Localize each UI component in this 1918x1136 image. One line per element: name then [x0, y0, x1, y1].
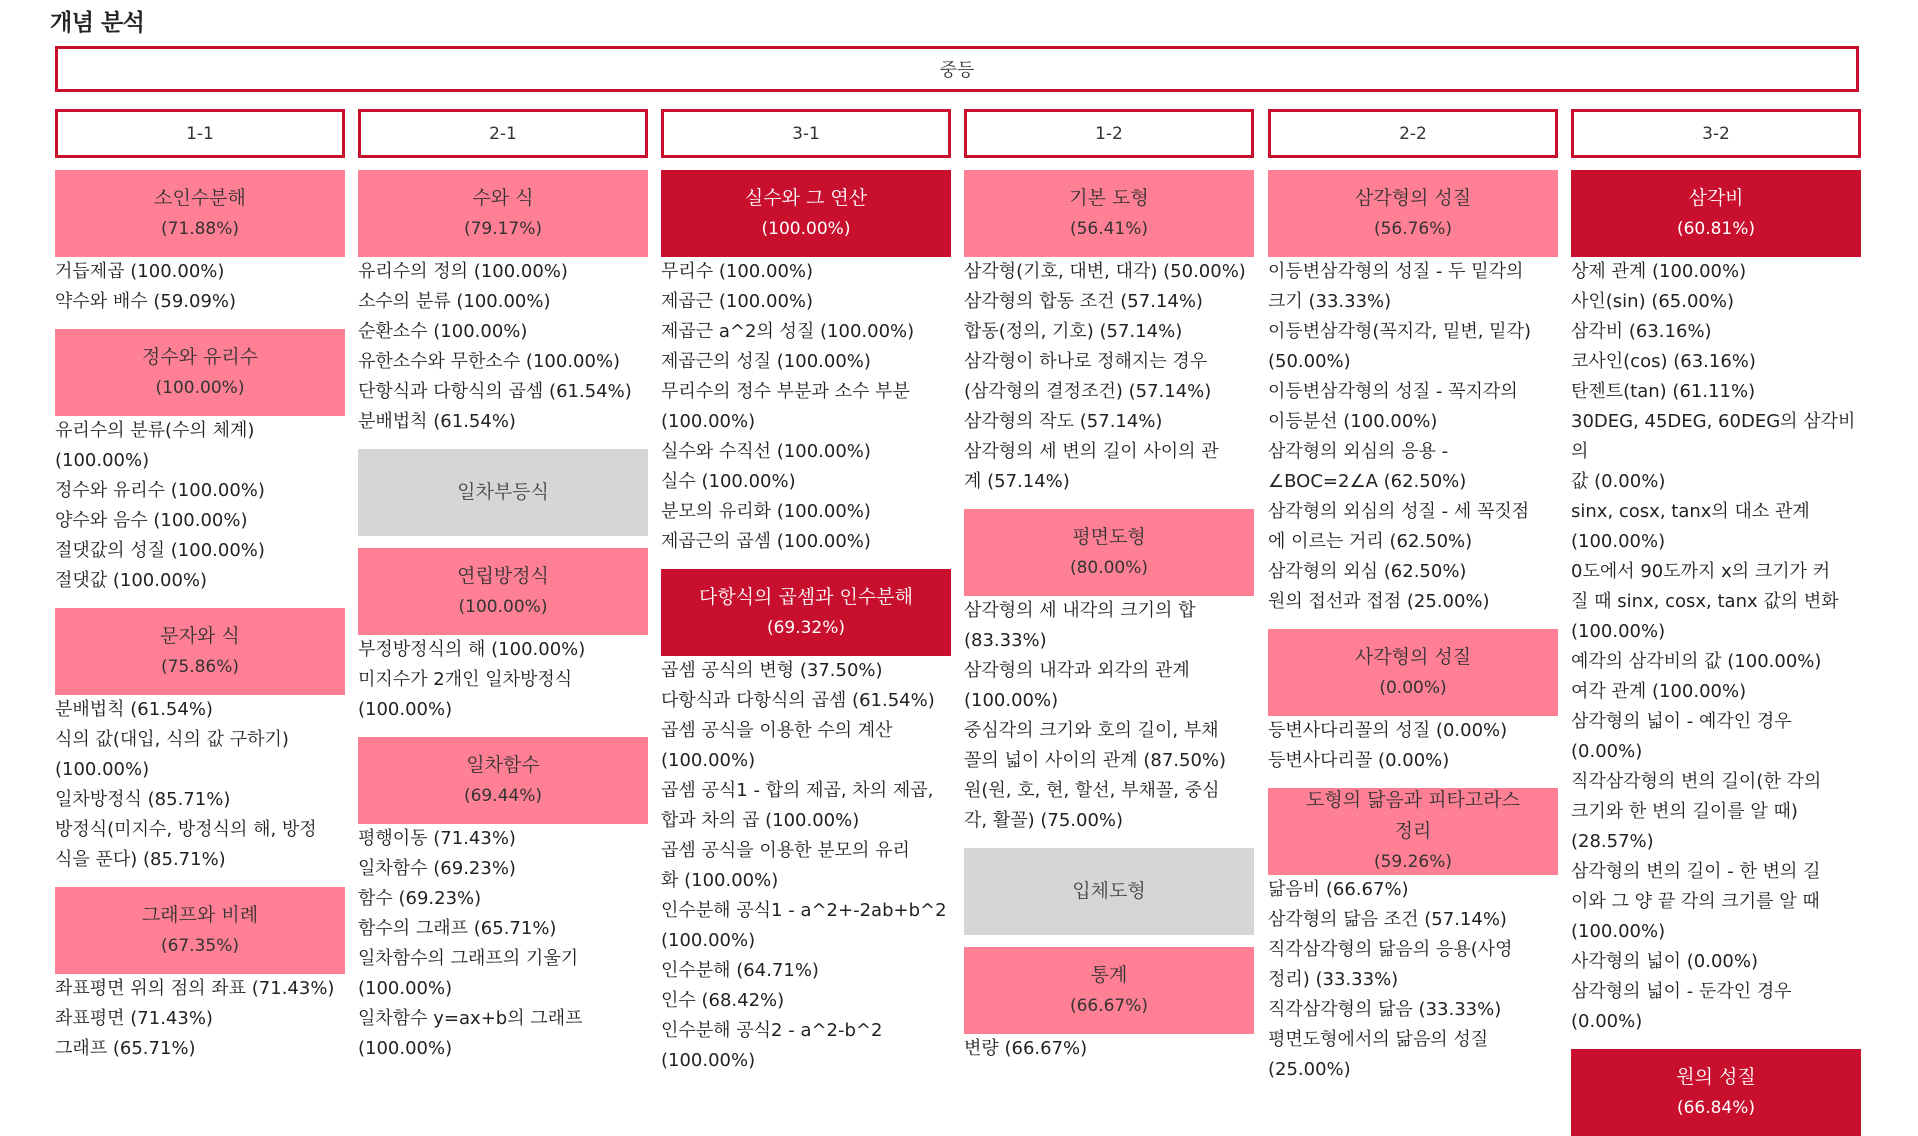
- concept-item: (0.00%): [1571, 1011, 1643, 1032]
- concept-item: 무리수의 정수 부분과 소수 부분: [661, 381, 910, 402]
- concept-item: 삼각형의 외심의 성질 - 세 꼭짓점: [1268, 501, 1530, 522]
- semester-header[interactable]: 3-1: [661, 109, 951, 158]
- concept-item: 0도에서 90도까지 x의 크기가 커: [1571, 561, 1831, 582]
- topic-name: 삼각형의 성질: [1354, 186, 1472, 209]
- concept-item: 일차방정식 (85.71%): [55, 789, 231, 810]
- concept-item: 인수분해 (64.71%): [661, 960, 819, 981]
- concept-item: 함수 (69.23%): [358, 888, 482, 909]
- concept-item: 곱셈 공식을 이용한 분모의 유리: [661, 840, 910, 861]
- topic-percent: (0.00%): [1379, 677, 1447, 698]
- topic-box[interactable]: [358, 548, 648, 635]
- topic-percent: (100.00%): [155, 377, 245, 398]
- concept-list: [964, 257, 1254, 497]
- concept-item: (50.00%): [1268, 351, 1351, 372]
- semester-column: [964, 109, 1254, 1064]
- concept-item: 곱셈 공식을 이용한 수의 계산: [661, 720, 893, 741]
- topic-box[interactable]: [964, 947, 1254, 1034]
- topic-box[interactable]: [55, 608, 345, 695]
- concept-list: [55, 416, 345, 596]
- concept-item: (28.57%): [1571, 831, 1654, 852]
- concept-item: (100.00%): [55, 450, 150, 471]
- topic-box[interactable]: [55, 887, 345, 974]
- concept-item: 분모의 유리화 (100.00%): [661, 501, 871, 522]
- concept-item: (100.00%): [1571, 531, 1666, 552]
- topic-name: 일차함수: [466, 753, 540, 776]
- concept-item: 삼각형의 내각과 외각의 관계: [964, 660, 1190, 681]
- concept-item: 방정식(미지수, 방정식의 해, 방정: [55, 819, 317, 840]
- topic-percent: (69.44%): [463, 785, 543, 806]
- concept-item: (83.33%): [964, 630, 1047, 651]
- semester-header[interactable]: 1-2: [964, 109, 1254, 158]
- concept-item: (삼각형의 결정조건) (57.14%): [964, 381, 1212, 402]
- topic-percent: (75.86%): [160, 656, 240, 677]
- concept-item: 합동(정의, 기호) (57.14%): [964, 321, 1183, 342]
- concept-item: 유리수의 분류(수의 체계): [55, 420, 255, 441]
- topic-name: 도형의 닮음과 피타고라스 정리: [1306, 789, 1520, 842]
- concept-item: (100.00%): [661, 930, 756, 951]
- concept-item: 코사인(cos) (63.16%): [1571, 351, 1756, 372]
- topic-name: 일차부등식: [457, 481, 549, 503]
- topic-percent: (69.32%): [766, 617, 846, 638]
- concept-item: 삼각형이 하나로 정해지는 경우: [964, 351, 1208, 372]
- concept-item: 양수와 음수 (100.00%): [55, 510, 248, 531]
- concept-item: 그래프 (65.71%): [55, 1038, 196, 1059]
- concept-item: (100.00%): [1571, 621, 1666, 642]
- concept-item: 원의 접선과 접점 (25.00%): [1268, 591, 1490, 612]
- concept-item: 곱셈 공식의 변형 (37.50%): [661, 660, 883, 681]
- concept-item: 삼각형의 외심의 응용 -: [1268, 441, 1449, 462]
- concept-item: 삼각형의 합동 조건 (57.14%): [964, 291, 1203, 312]
- concept-item: (100.00%): [55, 759, 150, 780]
- concept-item: 소수의 분류 (100.00%): [358, 291, 551, 312]
- concept-item: 삼각형의 외심 (62.50%): [1268, 561, 1467, 582]
- concept-item: 다항식과 다항식의 곱셈 (61.54%): [661, 690, 935, 711]
- concept-item: 함수의 그래프 (65.71%): [358, 918, 557, 939]
- concept-item: 실수 (100.00%): [661, 471, 796, 492]
- concept-item: 좌표평면 위의 점의 좌표 (71.43%): [55, 978, 335, 999]
- concept-item: 삼각형의 세 내각의 크기의 합: [964, 600, 1196, 621]
- concept-item: 인수분해 공식1 - a^2+-2ab+b^2: [661, 900, 947, 921]
- concept-item: 분배법칙 (61.54%): [358, 411, 516, 432]
- semester-column: [55, 109, 345, 1064]
- concept-item: 삼각형(기호, 대변, 대각) (50.00%): [964, 261, 1246, 282]
- semester-header[interactable]: 2-2: [1268, 109, 1558, 158]
- concept-item: 단항식과 다항식의 곱셈 (61.54%): [358, 381, 632, 402]
- concept-list: [55, 974, 345, 1064]
- concept-item: 예각의 삼각비의 값 (100.00%): [1571, 651, 1822, 672]
- level-header[interactable]: 중등: [55, 46, 1859, 92]
- topic-name: 삼각비: [1688, 186, 1744, 209]
- topic-percent: (100.00%): [761, 218, 851, 239]
- concept-item: sinx, cosx, tanx의 대소 관계: [1571, 501, 1810, 522]
- semester-column: [661, 109, 951, 1076]
- concept-item: (100.00%): [661, 1050, 756, 1071]
- concept-list: [358, 635, 648, 725]
- semester-header[interactable]: 2-1: [358, 109, 648, 158]
- topic-box[interactable]: [358, 170, 648, 257]
- topic-percent: (56.76%): [1373, 218, 1453, 239]
- concept-item: 식을 푼다) (85.71%): [55, 849, 226, 870]
- topic-box[interactable]: [1268, 629, 1558, 716]
- concept-item: 중심각의 크기와 호의 길이, 부채: [964, 720, 1219, 741]
- topic-name: 평면도형: [1072, 525, 1146, 548]
- concept-item: 제곱근의 곱셈 (100.00%): [661, 531, 871, 552]
- concept-item: 일차함수 y=ax+b의 그래프: [358, 1008, 583, 1029]
- concept-item: 삼각형의 변의 길이 - 한 변의 길: [1571, 861, 1821, 882]
- topic-box[interactable]: [1571, 1049, 1861, 1136]
- concept-item: (0.00%): [1571, 741, 1643, 762]
- concept-item: 유한소수와 무한소수 (100.00%): [358, 351, 621, 372]
- concept-item: 직각삼각형의 변의 길이(한 각의: [1571, 771, 1822, 792]
- concept-item: 일차함수의 그래프의 기울기: [358, 948, 579, 969]
- concept-list: [358, 257, 648, 437]
- topic-name: 실수와 그 연산: [744, 186, 868, 209]
- concept-item: 사인(sin) (65.00%): [1571, 291, 1735, 312]
- topic-name: 수와 식: [472, 186, 534, 209]
- topic-name: 연립방정식: [457, 564, 549, 587]
- concept-item: 절댓값의 성질 (100.00%): [55, 540, 265, 561]
- concept-list: [358, 824, 648, 1064]
- semester-column: [1571, 109, 1861, 1136]
- concept-item: 변량 (66.67%): [964, 1038, 1088, 1059]
- topic-percent: (60.81%): [1676, 218, 1756, 239]
- concept-list: [964, 1034, 1254, 1064]
- concept-item: 미지수가 2개인 일차방정식: [358, 669, 573, 690]
- concept-item: 제곱근 (100.00%): [661, 291, 814, 312]
- topic-name: 문자와 식: [160, 624, 240, 647]
- concept-item: 사각형의 넓이 (0.00%): [1571, 951, 1758, 972]
- concept-item: 화 (100.00%): [661, 870, 779, 891]
- topic-box[interactable]: [55, 329, 345, 416]
- topic-percent: (56.41%): [1069, 218, 1149, 239]
- concept-item: 정수와 유리수 (100.00%): [55, 480, 265, 501]
- concept-item: 탄젠트(tan) (61.11%): [1571, 381, 1756, 402]
- concept-item: (100.00%): [661, 750, 756, 771]
- concept-item: 약수와 배수 (59.09%): [55, 291, 237, 312]
- topic-box[interactable]: [964, 509, 1254, 596]
- topic-box[interactable]: [358, 737, 648, 824]
- concept-item: 값 (0.00%): [1571, 471, 1666, 492]
- topic-box[interactable]: [1268, 788, 1558, 875]
- topic-name: 다항식의 곱셈과 인수분해: [699, 585, 913, 608]
- topic-name: 소인수분해: [154, 186, 246, 209]
- topic-percent: (66.84%): [1676, 1097, 1756, 1118]
- concept-item: (100.00%): [1571, 921, 1666, 942]
- concept-item: 합과 차의 곱 (100.00%): [661, 810, 860, 831]
- concept-list: [661, 656, 951, 1076]
- topic-name: 사각형의 성질: [1354, 645, 1472, 668]
- topic-name: 원의 성질: [1676, 1065, 1756, 1088]
- topic-box[interactable]: [964, 170, 1254, 257]
- concept-list: [1268, 875, 1558, 1085]
- topic-box[interactable]: [661, 569, 951, 656]
- concept-list: [55, 695, 345, 875]
- concept-item: 삼각형의 닮음 조건 (57.14%): [1268, 909, 1507, 930]
- concept-item: 크기 (33.33%): [1268, 291, 1392, 312]
- semester-header[interactable]: 1-1: [55, 109, 345, 158]
- concept-item: 원(원, 호, 현, 할선, 부채꼴, 중심: [964, 780, 1220, 801]
- topic-name: 통계: [1090, 963, 1128, 986]
- topic-box[interactable]: [964, 848, 1254, 935]
- concept-item: 무리수 (100.00%): [661, 261, 814, 282]
- concept-item: 순환소수 (100.00%): [358, 321, 528, 342]
- concept-item: 곱셈 공식1 - 합의 제곱, 차의 제곱,: [661, 780, 934, 801]
- page-title: 개념 분석: [50, 10, 145, 36]
- semester-column: [358, 109, 648, 1064]
- concept-item: 닮음비 (66.67%): [1268, 879, 1409, 900]
- topic-box[interactable]: [661, 170, 951, 257]
- concept-list: [661, 257, 951, 557]
- concept-item: (100.00%): [964, 690, 1059, 711]
- semester-header[interactable]: 3-2: [1571, 109, 1861, 158]
- concept-item: 상제 관계 (100.00%): [1571, 261, 1747, 282]
- concept-item: 꼴의 넓이 사이의 관계 (87.50%): [964, 750, 1227, 771]
- topic-name: 입체도형: [1072, 880, 1146, 902]
- concept-item: 인수분해 공식2 - a^2-b^2: [661, 1020, 883, 1041]
- concept-item: 삼각형의 넓이 - 예각인 경우: [1571, 711, 1792, 732]
- topic-name: 그래프와 비례: [141, 903, 259, 926]
- concept-item: 삼각형의 작도 (57.14%): [964, 411, 1163, 432]
- concept-item: 제곱근의 성질 (100.00%): [661, 351, 871, 372]
- concept-item: 실수와 수직선 (100.00%): [661, 441, 871, 462]
- semester-column: [1268, 109, 1558, 1085]
- concept-item: 이와 그 양 끝 각의 크기를 알 때: [1571, 891, 1820, 912]
- concept-list: [55, 257, 345, 317]
- concept-item: (25.00%): [1268, 1059, 1351, 1080]
- concept-list: [1571, 257, 1861, 1037]
- topic-box[interactable]: [1268, 170, 1558, 257]
- concept-item: 이등변삼각형의 성질 - 두 밑각의: [1268, 261, 1524, 282]
- concept-item: 이등변삼각형(꼭지각, 밑변, 밑각): [1268, 321, 1531, 342]
- topic-percent: (59.26%): [1373, 852, 1453, 872]
- concept-item: 삼각비 (63.16%): [1571, 321, 1712, 342]
- topic-percent: (79.17%): [463, 218, 543, 239]
- topic-percent: (100.00%): [458, 596, 548, 617]
- concept-item: 제곱근 a^2의 성질 (100.00%): [661, 321, 915, 342]
- concept-item: 등변사다리꼴의 성질 (0.00%): [1268, 720, 1508, 741]
- topic-box[interactable]: [1571, 170, 1861, 257]
- concept-item: 거듭제곱 (100.00%): [55, 261, 225, 282]
- concept-item: 질 때 sinx, cosx, tanx 값의 변화: [1571, 591, 1839, 612]
- concept-item: (100.00%): [661, 411, 756, 432]
- concept-item: (100.00%): [358, 978, 453, 999]
- concept-item: 삼각형의 세 변의 길이 사이의 관: [964, 441, 1219, 462]
- concept-item: 평행이동 (71.43%): [358, 828, 516, 849]
- concept-item: 이등분선 (100.00%): [1268, 411, 1438, 432]
- concept-item: 30DEG, 45DEG, 60DEG의 삼각비의: [1571, 411, 1856, 462]
- concept-item: 크기와 한 변의 길이를 알 때): [1571, 801, 1798, 822]
- concept-item: 삼각형의 넓이 - 둔각인 경우: [1571, 981, 1792, 1002]
- topic-name: 정수와 유리수: [141, 345, 259, 368]
- concept-item: 이등변삼각형의 성질 - 꼭지각의: [1268, 381, 1518, 402]
- concept-item: 일차함수 (69.23%): [358, 858, 516, 879]
- concept-item: 인수 (68.42%): [661, 990, 785, 1011]
- concept-item: 정리) (33.33%): [1268, 969, 1399, 990]
- topic-percent: (71.88%): [160, 218, 240, 239]
- concept-item: 부정방정식의 해 (100.00%): [358, 639, 586, 660]
- concept-item: 계 (57.14%): [964, 471, 1070, 492]
- concept-list: [964, 596, 1254, 836]
- concept-item: 직각삼각형의 닮음의 응용(사영: [1268, 939, 1513, 960]
- topic-percent: (80.00%): [1069, 557, 1149, 578]
- concept-list: [1268, 257, 1558, 617]
- concept-list: [1268, 716, 1558, 776]
- concept-item: 직각삼각형의 닮음 (33.33%): [1268, 999, 1502, 1020]
- concept-item: (100.00%): [358, 1038, 453, 1059]
- concept-item: 유리수의 정의 (100.00%): [358, 261, 568, 282]
- concept-item: ∠BOC=2∠A (62.50%): [1268, 471, 1467, 492]
- topic-percent: (67.35%): [160, 935, 240, 956]
- concept-item: 등변사다리꼴 (0.00%): [1268, 750, 1450, 771]
- concept-item: 각, 활꼴) (75.00%): [964, 810, 1124, 831]
- topic-box[interactable]: [358, 449, 648, 536]
- topic-name: 기본 도형: [1069, 186, 1149, 209]
- concept-item: 식의 값(대입, 식의 값 구하기): [55, 729, 289, 750]
- concept-item: 절댓값 (100.00%): [55, 570, 208, 591]
- concept-item: 좌표평면 (71.43%): [55, 1008, 213, 1029]
- concept-item: (100.00%): [358, 699, 453, 720]
- concept-item: 에 이르는 거리 (62.50%): [1268, 531, 1473, 552]
- concept-item: 분배법칙 (61.54%): [55, 699, 213, 720]
- topic-box[interactable]: [55, 170, 345, 257]
- concept-item: 여각 관계 (100.00%): [1571, 681, 1747, 702]
- topic-percent: (66.67%): [1069, 995, 1149, 1016]
- concept-item: 평면도형에서의 닮음의 성질: [1268, 1029, 1489, 1050]
